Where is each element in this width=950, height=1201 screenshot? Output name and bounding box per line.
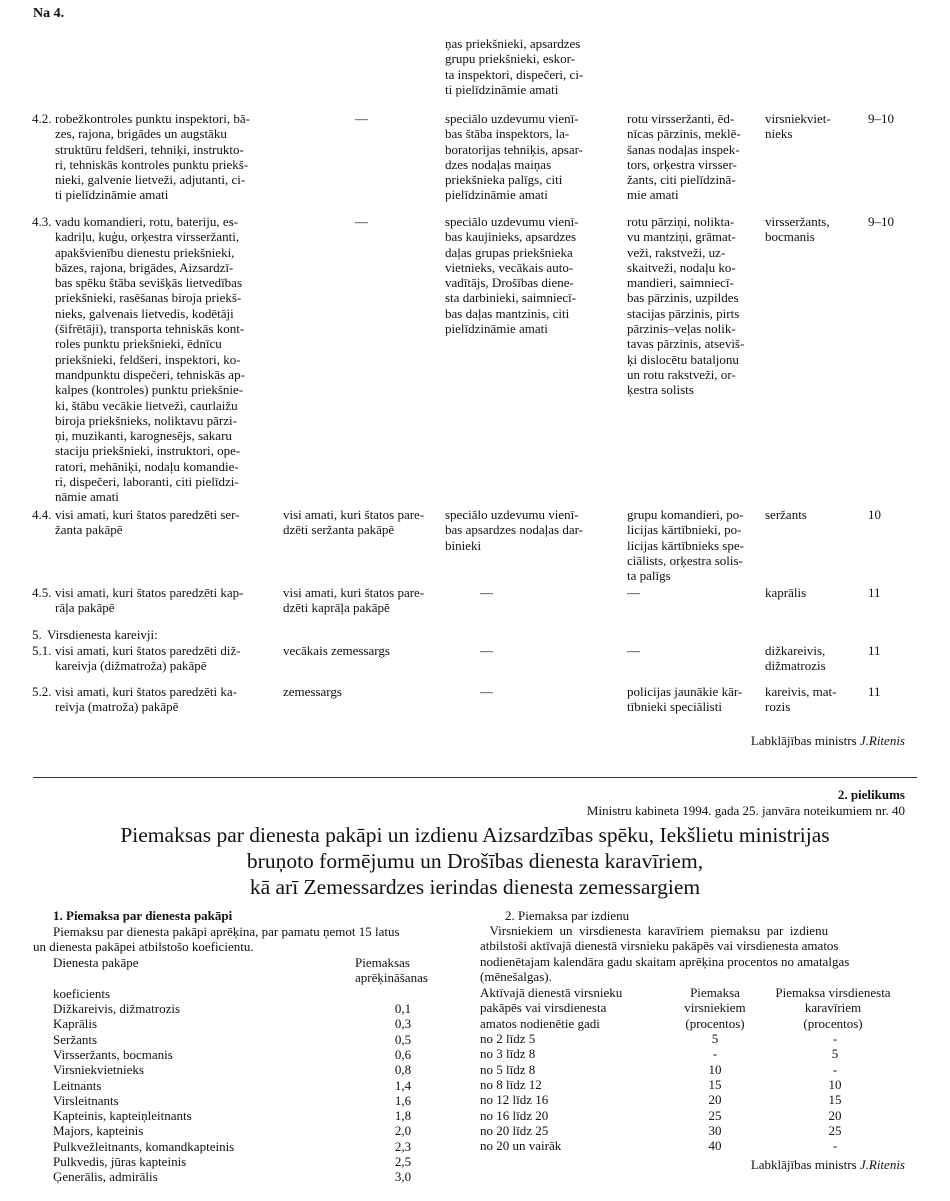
table-row	[480, 1138, 920, 1153]
years-range: no 5 līdz 8	[480, 1061, 536, 1077]
table-cell-c5: kareivis, mat- rozis	[765, 684, 837, 715]
table-row	[480, 1077, 920, 1092]
coefficient-value: 0,3	[394, 1016, 412, 1032]
row-number: 5.1.	[32, 643, 52, 658]
row-number: 5.2.	[32, 684, 52, 699]
table-cell-c5: seržants	[765, 507, 807, 522]
table-cell-c5: virsseržants, bocmanis	[765, 214, 830, 245]
annex-label: 2. pielikums	[837, 787, 905, 802]
section1-para-line1: Piemaksu par dienesta pakāpi aprēķina, par pamatu ņemot 15 latus	[53, 924, 400, 939]
signature-name: J.Ritenis	[859, 733, 905, 748]
section2-col-nco: Piemaksa virsdienesta karavīriem (procentos)	[775, 985, 891, 1031]
officers-percent: -	[712, 1046, 718, 1062]
row-number: 4.4.	[32, 507, 52, 522]
table-cell-c3: —	[480, 684, 493, 699]
table-cell-c6: 9–10	[868, 214, 894, 229]
rank-name: Pulkvežleitnants, komandkapteinis	[53, 1138, 235, 1154]
nco-percent: 10	[828, 1076, 842, 1092]
table-cell-c2: visi amati, kuri štatos pare- dzēti kaprāļa pakāpē	[283, 585, 425, 616]
table-cell-c1: visi amati, kuri štatos paredzēti diž- kareivja (dižmatroža) pakāpē	[55, 643, 241, 674]
years-range: no 3 līdz 8	[480, 1046, 536, 1062]
table-cell-c3: —	[480, 643, 493, 658]
table-cell-c4: policijas jaunākie kār- tībnieki speciālisti	[627, 684, 743, 715]
coefficient-value: 1,6	[394, 1092, 412, 1108]
signature-role: Labklājības ministrs	[750, 733, 860, 748]
table-cell-c1: visi amati, kuri štatos paredzēti ka- reivja (matroža) pakāpē	[55, 684, 237, 715]
years-range: no 8 līdz 12	[480, 1076, 542, 1092]
table-cell-c3: speciālo uzdevumu vienī- bas apsardzes nodaļas dar- binieki	[445, 507, 583, 553]
rank-name: Dižkareivis, dižmatrozis	[53, 1001, 181, 1016]
table-row	[53, 1016, 453, 1031]
nco-percent: 25	[828, 1122, 842, 1138]
signature-top	[751, 733, 905, 749]
table-row	[53, 1093, 453, 1108]
officers-percent: 20	[708, 1092, 722, 1108]
annex-title: Piemaksas par dienesta pakāpi un izdienu Aizsardzības spēku, Iekšlietu ministrijas bruņoto formējumu un Drošības dienesta karavīriem, kā arī Zemessardzes ierindas dienesta zemessargiem	[120, 823, 830, 899]
table-cell-c1: visi amati, kuri štatos paredzēti kap- rāļa pakāpē	[55, 585, 244, 616]
rank-name: Seržants	[53, 1031, 98, 1047]
table-cell-c4: —	[627, 643, 640, 658]
table-cell-c2: —	[355, 111, 368, 126]
officers-percent: 15	[708, 1076, 722, 1092]
years-range: no 20 un vairāk	[480, 1138, 562, 1154]
table-row	[480, 1108, 920, 1123]
table-row	[53, 1001, 453, 1016]
table-cell-c6: 10	[868, 507, 881, 522]
table-cell-c3: ņas priekšnieki, apsardzes grupu priekšnieki, eskor- ta inspektori, dispečeri, ci- ti pielīdzināmie amati	[445, 36, 584, 97]
table-cell-c3: speciālo uzdevumu vienī- bas kaujinieks, apsardzes daļas grupas priekšnieka vietnieks, vecākais auto- vadītājs, Drošības diene- sta darbinieki, saimniecī- bas daļas mantzinis, citi pielīdzināmie amati	[445, 214, 579, 337]
rank-name: Majors, kapteinis	[53, 1123, 144, 1139]
table-cell-c2: zemessargs	[283, 684, 342, 699]
coefficient-value: 1,8	[394, 1108, 412, 1124]
coefficient-value: 3,0	[394, 1169, 412, 1185]
nco-percent: 5	[831, 1046, 839, 1062]
table-row	[53, 1154, 453, 1169]
years-range: no 2 līdz 5	[480, 1031, 536, 1046]
section1-col-rank: Dienesta pakāpe	[53, 955, 139, 970]
nco-percent: 15	[828, 1092, 842, 1108]
section2-col-years: Aktīvajā dienestā virsnieku pakāpēs vai virsdienesta amatos nodienētie gadi	[480, 985, 623, 1031]
years-range: no 16 līdz 20	[480, 1107, 549, 1123]
table-cell-c3: speciālo uzdevumu vienī- bas štāba inspektors, la- boratorijas tehniķis, apsar- dzes nodaļas maiņas priekšnieka palīgs, citi pielīdzināmie amati	[445, 111, 584, 203]
table-cell-c2: —	[355, 214, 368, 229]
table-cell-c1: robežkontroles punktu inspektori, bā- zes, rajona, brigādes un augstāku struktūru feldšeri, tehniķi, instrukto- ri, tehniskās kontroles punktu priekš- nieki, galvenie lietveži, adjutanti, ci- ti pielīdzināmie amati	[55, 111, 250, 203]
nco-percent: 20	[828, 1107, 842, 1123]
table-row	[53, 1139, 453, 1154]
table-cell-c1: visi amati, kuri štatos paredzēti ser- žanta pakāpē	[55, 507, 240, 538]
table-cell-c6: 11	[868, 684, 881, 699]
signature-bottom	[751, 1157, 905, 1173]
coefficient-value: 2,5	[394, 1154, 412, 1169]
rank-name: Virsleitnants	[53, 1092, 119, 1108]
row-number: 5.	[32, 627, 42, 642]
section1-col-value-2: aprēķināšanas	[355, 970, 428, 985]
section2-heading: 2. Piemaksa par izdienu	[505, 908, 630, 923]
table-row	[53, 1032, 453, 1047]
row-number: 4.2.	[32, 111, 52, 126]
table-row	[480, 1062, 920, 1077]
coefficient-value: 2,3	[394, 1138, 412, 1154]
table-cell-c4: grupu komandieri, po- licijas kārtībnieki, po- licijas kārtībnieks spe- ciālists, orķestra solis- ta palīgs	[627, 507, 744, 584]
coefficient-value: 0,6	[394, 1046, 412, 1062]
years-range: no 12 līdz 16	[480, 1092, 549, 1108]
table-cell-c5: virsniekviet- nieks	[765, 111, 831, 142]
section-divider	[33, 777, 917, 778]
table-row	[480, 1046, 920, 1061]
rank-name: Kapteinis, kapteiņleitnants	[53, 1108, 192, 1124]
rank-name: Kaprālis	[53, 1016, 98, 1032]
nco-percent: -	[832, 1138, 838, 1154]
row-number: 4.5.	[32, 585, 52, 600]
section1-para-line2: un dienesta pakāpei atbilstošo koeficientu.	[33, 939, 254, 954]
section2-col-officers: Piemaksa virsniekiem (procentos)	[684, 985, 746, 1031]
table-cell-c4: rotu pārziņi, nolikta- vu mantziņi, grāmat- veži, rakstveži, uz- skaitveži, nodaļu ko- mandieri, saimniecī- bas pārzinis, uzpildes stacijas pārzinis, pirts pārzinis–veļas nolik- tavas pārzinis, atseviš- ķi dislocētu bataljonu un rotu rakstveži, or- ķestra solists	[627, 214, 745, 398]
table-cell-c6: 9–10	[868, 111, 894, 126]
rank-name: Leitnants	[53, 1077, 102, 1093]
table-cell-c4: rotu virsseržanti, ēd- nīcas pārzinis, meklē- šanas nodaļas inspek- tors, orķestra virsser- žants, citi pielīdzinā- mie amati	[627, 111, 741, 203]
years-range: no 20 līdz 25	[480, 1122, 549, 1138]
table-row	[480, 1092, 920, 1107]
table-row	[53, 1078, 453, 1093]
table-row	[53, 1123, 453, 1138]
table-cell-c2: visi amati, kuri štatos pare- dzēti seržanta pakāpē	[283, 507, 425, 538]
table-cell-c6: 11	[868, 643, 881, 658]
table-cell-c3: —	[480, 585, 493, 600]
signature-role: Labklājības ministrs	[750, 1157, 860, 1172]
page-header: Na 4.	[33, 6, 65, 21]
table-row	[53, 1047, 453, 1062]
coefficient-value: 0,8	[394, 1062, 412, 1078]
rank-name: Ģenerālis, admirālis	[53, 1169, 158, 1185]
officers-percent: 5	[711, 1031, 719, 1046]
section1-heading: 1. Piemaksa par dienesta pakāpi	[53, 908, 233, 923]
section2-paragraph: Virsniekiem un virsdienesta karavīriem piemaksu par izdienu atbilstoši aktīvajā dienestā virsnieku pakāpēs vai virsdienesta amatos nodienētajam kalendāra gadu skaitam aprēķina procentos no amatalgas (mēnešalgas).	[480, 923, 850, 984]
table-cell-c6: 11	[868, 585, 881, 600]
section1-col-value-3: koeficients	[53, 986, 111, 1001]
table-row	[480, 1123, 920, 1138]
coefficient-value: 0,1	[394, 1001, 412, 1016]
table-cell-c2: vecākais zemessargs	[283, 643, 390, 658]
section1-col-value-1: Piemaksas	[355, 955, 410, 970]
officers-percent: 40	[708, 1138, 722, 1154]
signature-name: J.Ritenis	[859, 1157, 905, 1172]
officers-percent: 25	[708, 1107, 722, 1123]
table-row	[53, 1062, 453, 1077]
officers-percent: 10	[708, 1061, 722, 1077]
table-row	[53, 1108, 453, 1123]
rank-name: Virsseržants, bocmanis	[53, 1046, 173, 1062]
table-cell-c4: —	[627, 585, 640, 600]
nco-percent: -	[832, 1061, 838, 1077]
annex-reference: Ministru kabineta 1994. gada 25. janvāra noteikumiem nr. 40	[586, 803, 905, 818]
table-cell-c5: dižkareivis, dižmatrozis	[765, 643, 826, 674]
table-cell-c1: vadu komandieri, rotu, bateriju, es- kadriļu, kuģu, orķestra virsseržanti, apakšvienību dienestu priekšnieki, bāzes, rajona, brigādes, Aizsardzī- bas spēku štāba sevišķās lietvedības priekšnieki, rasēšanas biroja priekš- nieks, galvenais lietvedis, kodētāji (šifrētāji), transporta tehniskās kont- roles punktu priekšnieki, ēdnīcu priekšnieki, feldšeri, inspektori, ko- mandpunktu dispečeri, tehniskās ap- kalpes (kontroles) punktu priekšnie- ki, štābu vecākie lietveži, caurlaižu biroja priekšnieks, noliktavu pārzi- ņi, muzikanti, karognesējs, sakaru staciju priekšnieki, instruktori, ope- ratori, mehāniķi, nodaļu komandie- ri, dispečeri, laboranti, citi pielīdzi- nāmie amati	[55, 214, 245, 505]
rank-name: Pulkvedis, jūras kapteinis	[53, 1154, 187, 1169]
coefficient-value: 1,4	[394, 1077, 412, 1093]
table-row	[480, 1031, 920, 1046]
coefficient-value: 2,0	[394, 1123, 412, 1139]
officers-percent: 30	[708, 1122, 722, 1138]
table-cell-c5: kaprālis	[765, 585, 807, 600]
table-cell-c1: Virsdienesta kareivji:	[47, 627, 158, 642]
nco-percent: -	[832, 1031, 838, 1046]
row-number: 4.3.	[32, 214, 52, 229]
coefficient-value: 0,5	[394, 1031, 412, 1047]
rank-name: Virsniekvietnieks	[53, 1062, 144, 1078]
table-row	[53, 1169, 453, 1184]
